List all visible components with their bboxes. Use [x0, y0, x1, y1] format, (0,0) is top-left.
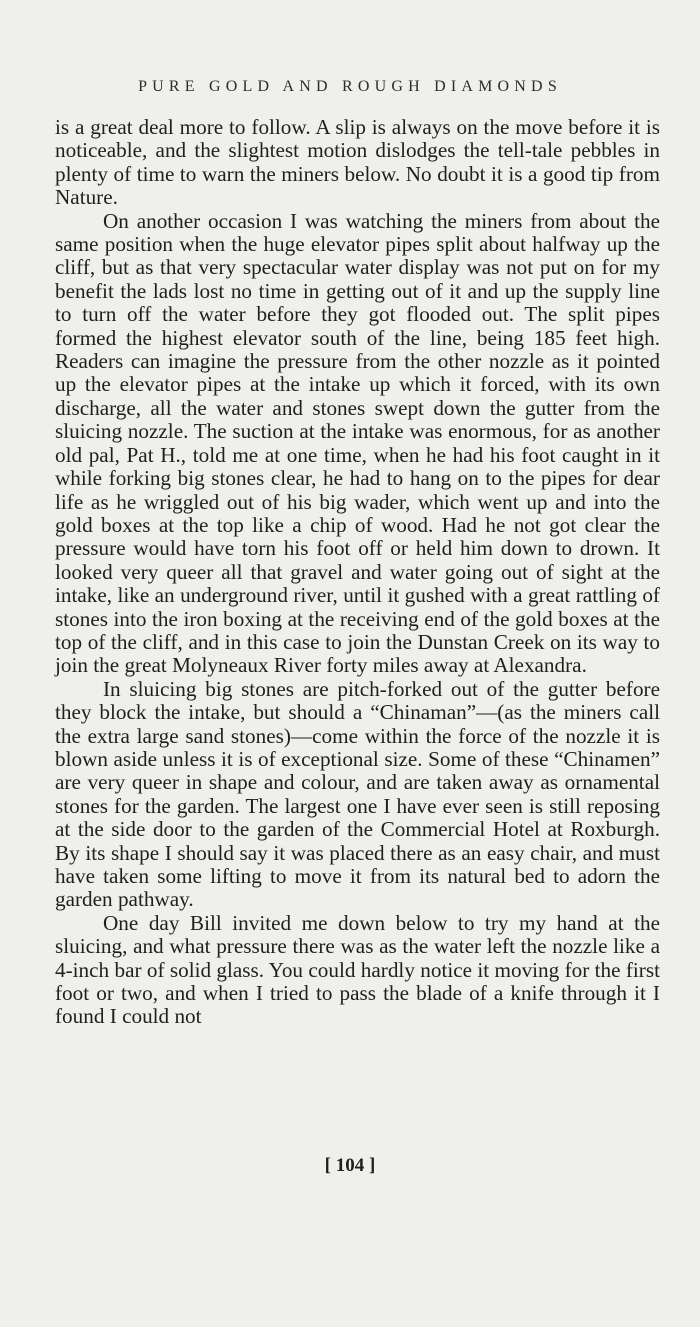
paragraph-continuation: is a great deal more to follow. A slip is always on the move before it is noticeable, and the slightest motion dislodges the tell-tale pebbles in plenty of time to warn the miners below. No doubt it is a good tip from Nature. — [55, 115, 660, 210]
paragraph-sluicing: One day Bill invited me down below to try my hand at the sluicing, and what pressure there was as the water left the nozzle like a 4-inch bar of solid glass. You could hardly notice it moving for the first foot or two, and when I tried to pass the blade of a knife through it I found I could not — [55, 910, 660, 1029]
body-text — [55, 116, 660, 1029]
paragraph-elevator-pipes: On another occasion I was watching the miners from about the same position when the huge elevator pipes split about halfway up the cliff, but as that very spectacular water display was not put on for my benefit the lads lost no time in getting out of it and up the supply line to turn off the water before they got flooded out. The split pipes formed the highest elevator south of the line, being 185 feet high. Readers can imagine the pressure from the other nozzle as it pointed up the elevator pipes at the intake up which it forced, with its own discharge, all the water and stones swept down the gutter from the sluicing nozzle. The suction at the intake was enormous, for as another old pal, Pat H., told me at one time, when he had his foot caught in it while forking big stones clear, he had to hang on to the pipes for dear life as he wriggled out of his big wader, which went up and into the gold boxes at the top like a chip of wood. Had he not got clear the pressure would have torn his foot off or held him down to drown. It looked very queer all that gravel and water going out of sight at the intake, like an underground river, until it gushed with a great rattling of stones into the iron boxing at the receiving end of the gold boxes at the top of the cliff, and in this case to join the Dunstan Creek on its way to join the great Molyneaux River forty miles away at Alexandra. — [55, 208, 660, 678]
running-head: PURE GOLD AND ROUGH DIAMONDS — [138, 78, 562, 95]
paragraph-chinaman-stones: In sluicing big stones are pitch-forked out of the gutter before they block the intake, but should a “Chinaman”—(as the miners call the extra large sand stones)—come within the force of the nozzle it is blown aside unless it is of exceptional size. Some of these “Chinamen” are very queer in shape and colour, and are taken away as ornamental stones for the garden. The largest one I have ever seen is still reposing at the side door to the garden of the Commercial Hotel at Roxburgh. By its shape I should say it was placed there as an easy chair, and must have taken some lifting to move it from its natural bed to adorn the garden pathway. — [55, 676, 660, 912]
page-number: [ 104 ] — [324, 1155, 376, 1176]
